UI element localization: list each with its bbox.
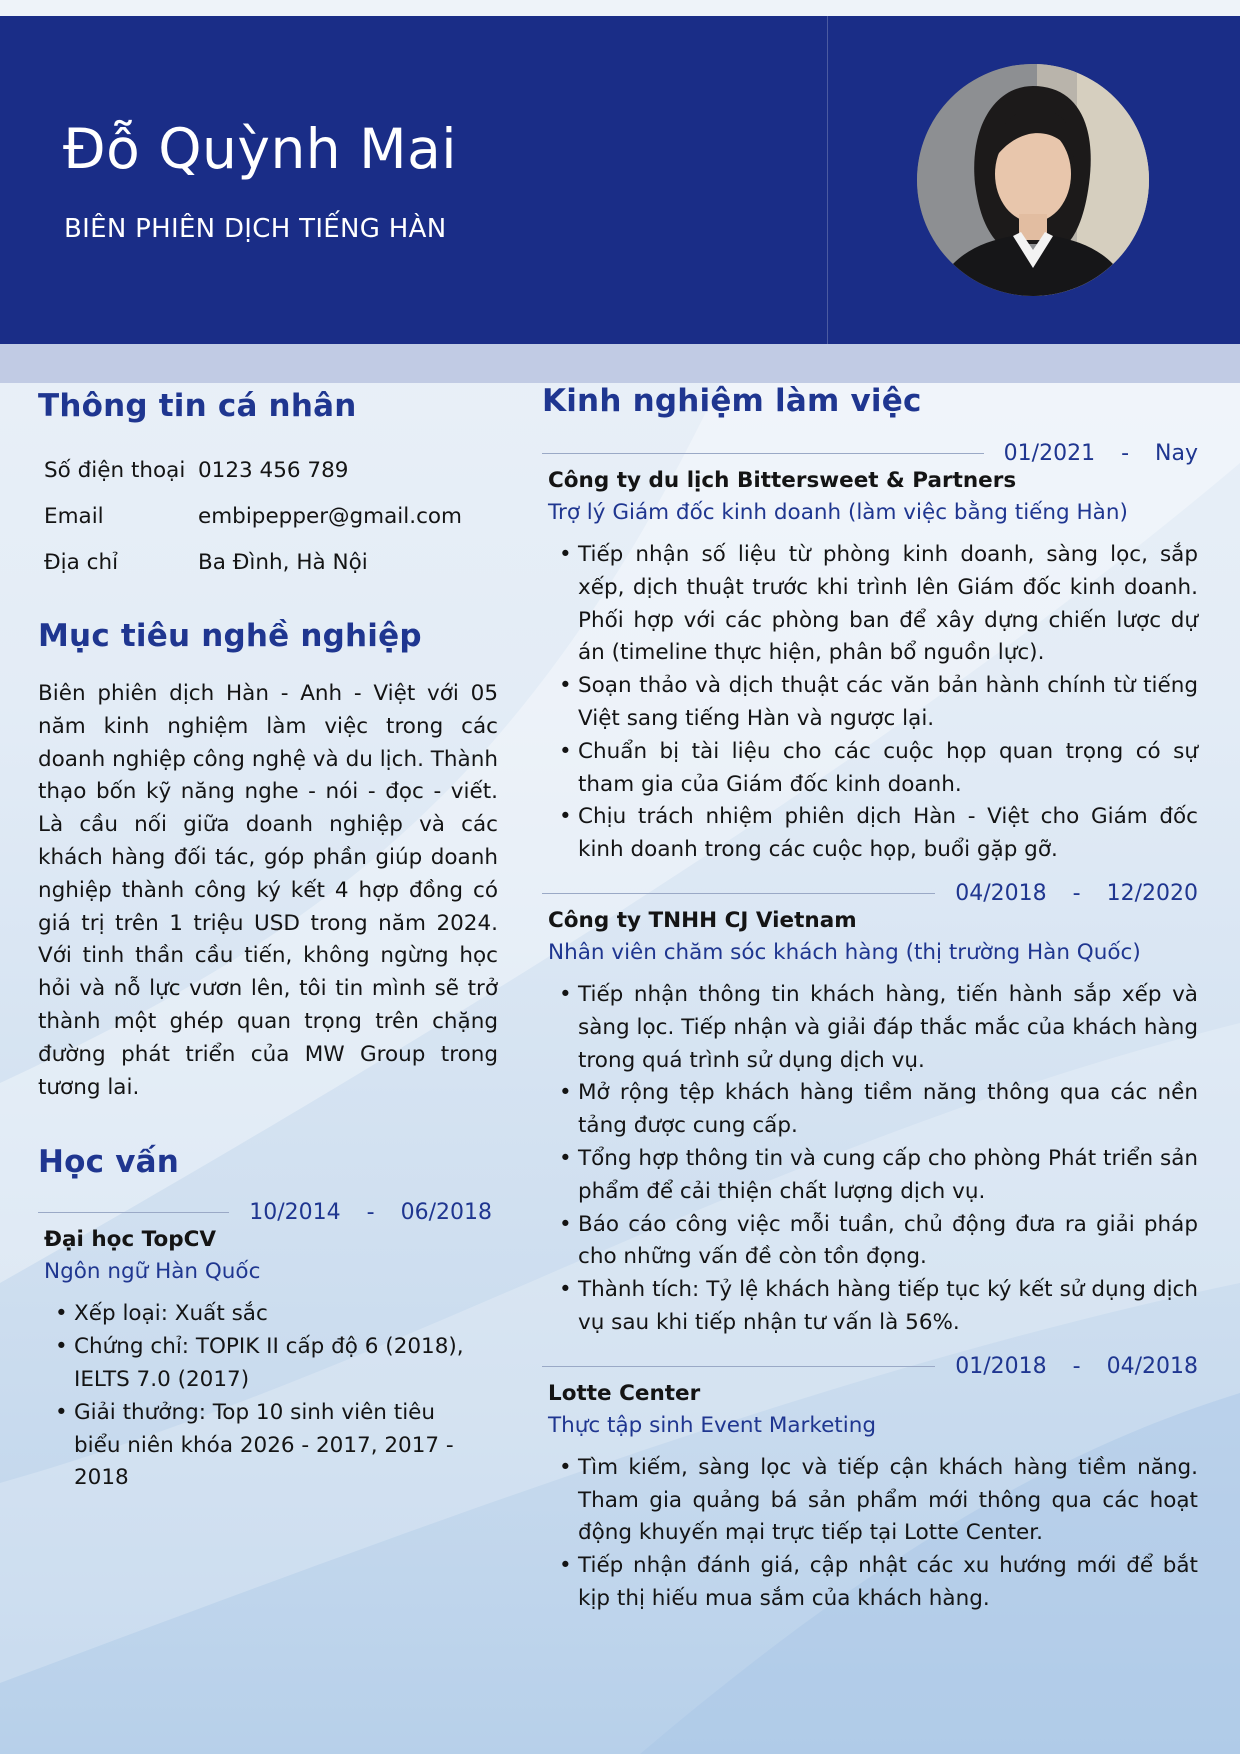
- job-role: Trợ lý Giám đốc kinh doanh (làm việc bằng tiếng Hàn): [548, 500, 1128, 525]
- company-name: Công ty TNHH CJ Vietnam: [548, 907, 857, 933]
- list-item: • Tiếp nhận số liệu từ phòng kinh doanh, sàng lọc, sắp xếp, dịch thuật trước khi trình lên Giám đốc kinh doanh. Phối hợp với các phòng ban để xây dựng chiến lược dự án (timeline thực hiện, phân bổ nguồn lực).: [542, 539, 1198, 670]
- left-column: [38, 383, 498, 1495]
- experience-bullets: [542, 979, 1198, 1340]
- experience-entry: [542, 441, 1198, 867]
- info-label: Địa chỉ: [44, 550, 119, 575]
- education-section: [38, 1144, 498, 1495]
- experience-bullets: [542, 539, 1198, 867]
- experience-entry: [542, 1354, 1198, 1616]
- divider-rule: [542, 893, 935, 894]
- email-value: embipepper@gmail.com: [198, 504, 462, 529]
- objective-text: Biên phiên dịch Hàn - Anh - Việt với 05 năm kinh nghiệm làm việc trong các doanh nghiệp công nghệ và du lịch. Thành thạo bốn kỹ năng nghe - nói - đọc - viết. Là cầu nối giữa doanh nghiệp và các khách hàng đối tác, góp phần giúp doanh nghiệp thành công ký kết 4 hợp đồng có giá trị trên 1 triệu USD trong năm 2024. Với tinh thần cầu tiến, không ngừng học hỏi và nỗ lực vươn lên, tôi tin mình sẽ trở thành một ghép quan trọng trên chặng đường phát triển của MW Group trong tương lai.: [38, 681, 498, 1100]
- list-item: • Tiếp nhận đánh giá, cập nhật các xu hướng mới để bắt kịp thị hiếu mua sắm của khách hàng.: [542, 1550, 1198, 1616]
- list-item: • Xếp loại: Xuất sắc: [38, 1298, 488, 1331]
- list-item: • Chuẩn bị tài liệu cho các cuộc họp quan trọng có sự tham gia của Giám đốc kinh doanh.: [542, 736, 1198, 802]
- info-row-address: [38, 540, 498, 586]
- list-item: • Tìm kiếm, sàng lọc và tiếp cận khách hàng tiềm năng. Tham gia quảng bá sản phẩm mới thông qua các hoạt động khuyến mại trực tiếp tại Lotte Center.: [542, 1452, 1198, 1550]
- section-title: Mục tiêu nghề nghiệp: [38, 618, 422, 654]
- experience-bullets: [542, 1452, 1198, 1616]
- company-name: Lotte Center: [548, 1380, 701, 1406]
- profile-photo: [917, 64, 1149, 296]
- job-role: Thực tập sinh Event Marketing: [548, 1412, 876, 1438]
- end-date: 12/2020: [1106, 880, 1198, 906]
- info-label: Email: [44, 504, 104, 529]
- date-separator: -: [1121, 441, 1130, 466]
- header-divider: [827, 16, 828, 344]
- objective-section: [38, 618, 498, 1104]
- info-row-email: [38, 494, 498, 540]
- experience-section: [542, 383, 1198, 1616]
- divider-rule: [38, 1212, 229, 1213]
- experience-entry: [542, 881, 1198, 1340]
- education-bullets: [38, 1298, 498, 1495]
- date-range: [542, 1354, 1198, 1379]
- start-date: 04/2018: [955, 880, 1047, 906]
- personal-info-table: [38, 448, 498, 586]
- start-date: 10/2014: [249, 1200, 341, 1226]
- info-label: Số điện thoại: [44, 458, 186, 483]
- header-accent-band: [0, 344, 1240, 383]
- date-range: [542, 881, 1198, 906]
- candidate-name: Đỗ Quỳnh Mai: [63, 117, 458, 181]
- section-title: Học vấn: [38, 1144, 180, 1181]
- info-row-phone: [38, 448, 498, 494]
- education-entry: [38, 1200, 498, 1495]
- company-name: Công ty du lịch Bittersweet & Partners: [548, 468, 1017, 493]
- start-date: 01/2021: [1003, 441, 1096, 466]
- school-name: Đại học TopCV: [44, 1227, 217, 1253]
- list-item: • Báo cáo công việc mỗi tuần, chủ động đưa ra giải pháp cho những vấn đề còn tồn đọng.: [542, 1209, 1198, 1275]
- job-role: Nhân viên chăm sóc khách hàng (thị trường Hàn Quốc): [548, 939, 1141, 965]
- section-title: Thông tin cá nhân: [38, 388, 357, 424]
- date-separator: -: [1072, 880, 1081, 906]
- date-separator: -: [366, 1200, 375, 1226]
- list-item: • Thành tích: Tỷ lệ khách hàng tiếp tục ký kết sử dụng dịch vụ sau khi tiếp nhận tư vấn là 56%.: [542, 1274, 1198, 1340]
- list-item: • Chứng chỉ: TOPIK II cấp độ 6 (2018), IELTS 7.0 (2017): [38, 1331, 488, 1397]
- job-title: BIÊN PHIÊN DỊCH TIẾNG HÀN: [64, 214, 447, 244]
- list-item: • Soạn thảo và dịch thuật các văn bản hành chính từ tiếng Việt sang tiếng Hàn và ngược lại.: [542, 670, 1198, 736]
- list-item: • Chịu trách nhiệm phiên dịch Hàn - Việt cho Giám đốc kinh doanh trong các cuộc họp, buổi gặp gỡ.: [542, 801, 1198, 867]
- personal-info-section: [38, 388, 498, 586]
- divider-rule: [542, 453, 984, 454]
- list-item: • Mở rộng tệp khách hàng tiềm năng thông qua các nền tảng được cung cấp.: [542, 1077, 1198, 1143]
- end-date: 06/2018: [400, 1200, 492, 1226]
- list-item: • Giải thưởng: Top 10 sinh viên tiêu biểu niên khóa 2026 - 2017, 2017 - 2018: [38, 1397, 488, 1495]
- right-column: [542, 383, 1198, 1616]
- date-range: [38, 1200, 498, 1225]
- major: Ngôn ngữ Hàn Quốc: [44, 1259, 261, 1285]
- divider-rule: [542, 1366, 935, 1367]
- section-title: Kinh nghiệm làm việc: [542, 383, 922, 419]
- list-item: • Tổng hợp thông tin và cung cấp cho phòng Phát triển sản phẩm để cải thiện chất lượng dịch vụ.: [542, 1143, 1198, 1209]
- date-separator: -: [1072, 1353, 1081, 1379]
- address-value: Ba Đình, Hà Nội: [198, 550, 368, 575]
- end-date: Nay: [1155, 441, 1198, 466]
- phone-value: 0123 456 789: [198, 458, 349, 483]
- date-range: [542, 441, 1198, 466]
- end-date: 04/2018: [1106, 1353, 1198, 1379]
- list-item: • Tiếp nhận thông tin khách hàng, tiến hành sắp xếp và sàng lọc. Tiếp nhận và giải đáp thắc mắc của khách hàng trong quá trình sử dụng dịch vụ.: [542, 979, 1198, 1077]
- start-date: 01/2018: [955, 1353, 1047, 1379]
